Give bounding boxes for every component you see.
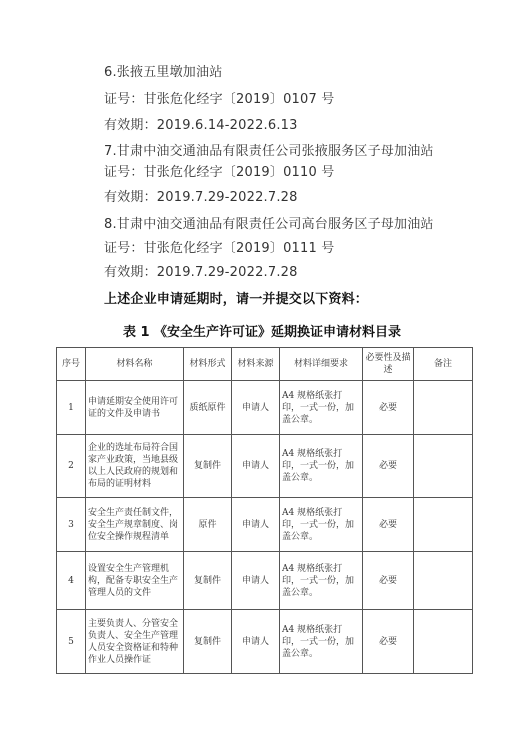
station-8-title: 8.甘肃中油交通油品有限责任公司高台服务区子母加油站 <box>104 217 434 232</box>
header-necessity: 必要性及描述 <box>363 348 414 381</box>
cell-material-name: 设置安全生产管理机构，配备专职安全生产管理人员的文件 <box>86 552 184 610</box>
table-caption: 表 1 《安全生产许可证》延期换证申请材料目录 <box>122 325 402 340</box>
materials-table <box>56 347 473 674</box>
cell-material-form: 复制件 <box>184 435 232 498</box>
station-7-license: 证号：甘张危化经字〔2019〕0110 号 <box>104 165 335 180</box>
header-material-source: 材料来源 <box>232 348 280 381</box>
header-material-form: 材料形式 <box>184 348 232 381</box>
station-6-title: 6.张掖五里墩加油站 <box>104 65 223 80</box>
cell-index: 2 <box>57 435 86 498</box>
table-row <box>57 435 473 498</box>
cell-remarks <box>414 381 473 435</box>
cell-material-name: 安全生产责任制文件，安全生产规章制度、岗位安全操作规程清单 <box>86 498 184 552</box>
cell-material-source: 申请人 <box>232 498 280 552</box>
station-6-validity: 有效期：2019.6.14-2022.6.13 <box>104 118 298 133</box>
cell-necessity: 必要 <box>363 381 414 435</box>
header-material-name: 材料名称 <box>86 348 184 381</box>
table-row <box>57 381 473 435</box>
header-requirements: 材料详细要求 <box>280 348 363 381</box>
cell-material-form: 复制件 <box>184 552 232 610</box>
cell-remarks <box>414 435 473 498</box>
station-8-validity: 有效期：2019.7.29-2022.7.28 <box>104 265 298 280</box>
cell-material-source: 申请人 <box>232 435 280 498</box>
cell-material-name: 企业的选址布局符合国家产业政策，当地县级以上人民政府的规划和布局的证明材料 <box>86 435 184 498</box>
station-6-license: 证号：甘张危化经字〔2019〕0107 号 <box>104 92 335 107</box>
station-8-license: 证号：甘张危化经字〔2019〕0111 号 <box>104 241 335 256</box>
cell-requirements: A4 规格纸张打印，一式一份，加盖公章。 <box>280 610 363 674</box>
cell-material-name: 主要负责人、分管安全负责人、安全生产管理人员安全资格证和特种作业人员操作证 <box>86 610 184 674</box>
station-7-validity: 有效期：2019.7.29-2022.7.28 <box>104 190 298 205</box>
cell-necessity: 必要 <box>363 498 414 552</box>
cell-requirements: A4 规格纸张打印，一式一份，加盖公章。 <box>280 381 363 435</box>
cell-index: 3 <box>57 498 86 552</box>
cell-necessity: 必要 <box>363 552 414 610</box>
header-index: 序号 <box>57 348 86 381</box>
table-row <box>57 498 473 552</box>
cell-index: 1 <box>57 381 86 435</box>
cell-material-form: 原件 <box>184 498 232 552</box>
cell-necessity: 必要 <box>363 610 414 674</box>
cell-material-form: 质纸原件 <box>184 381 232 435</box>
cell-material-name: 申请延期安全使用许可证的文件及申请书 <box>86 381 184 435</box>
cell-material-source: 申请人 <box>232 552 280 610</box>
cell-requirements: A4 规格纸张打印，一式一份，加盖公章。 <box>280 552 363 610</box>
table-row <box>57 610 473 674</box>
cell-requirements: A4 规格纸张打印，一式一份，加盖公章。 <box>280 498 363 552</box>
cell-remarks <box>414 498 473 552</box>
cell-material-form: 复制件 <box>184 610 232 674</box>
notice-text: 上述企业申请延期时，请一并提交以下资料： <box>104 292 369 307</box>
cell-material-source: 申请人 <box>232 381 280 435</box>
cell-material-source: 申请人 <box>232 610 280 674</box>
cell-index: 4 <box>57 552 86 610</box>
cell-necessity: 必要 <box>363 435 414 498</box>
cell-index: 5 <box>57 610 86 674</box>
station-7-title: 7.甘肃中油交通油品有限责任公司张掖服务区子母加油站 <box>104 144 434 159</box>
table-row <box>57 552 473 610</box>
cell-remarks <box>414 610 473 674</box>
table-header-row <box>57 348 473 381</box>
cell-requirements: A4 规格纸张打印，一式一份，加盖公章。 <box>280 435 363 498</box>
cell-remarks <box>414 552 473 610</box>
header-remarks: 备注 <box>414 348 473 381</box>
